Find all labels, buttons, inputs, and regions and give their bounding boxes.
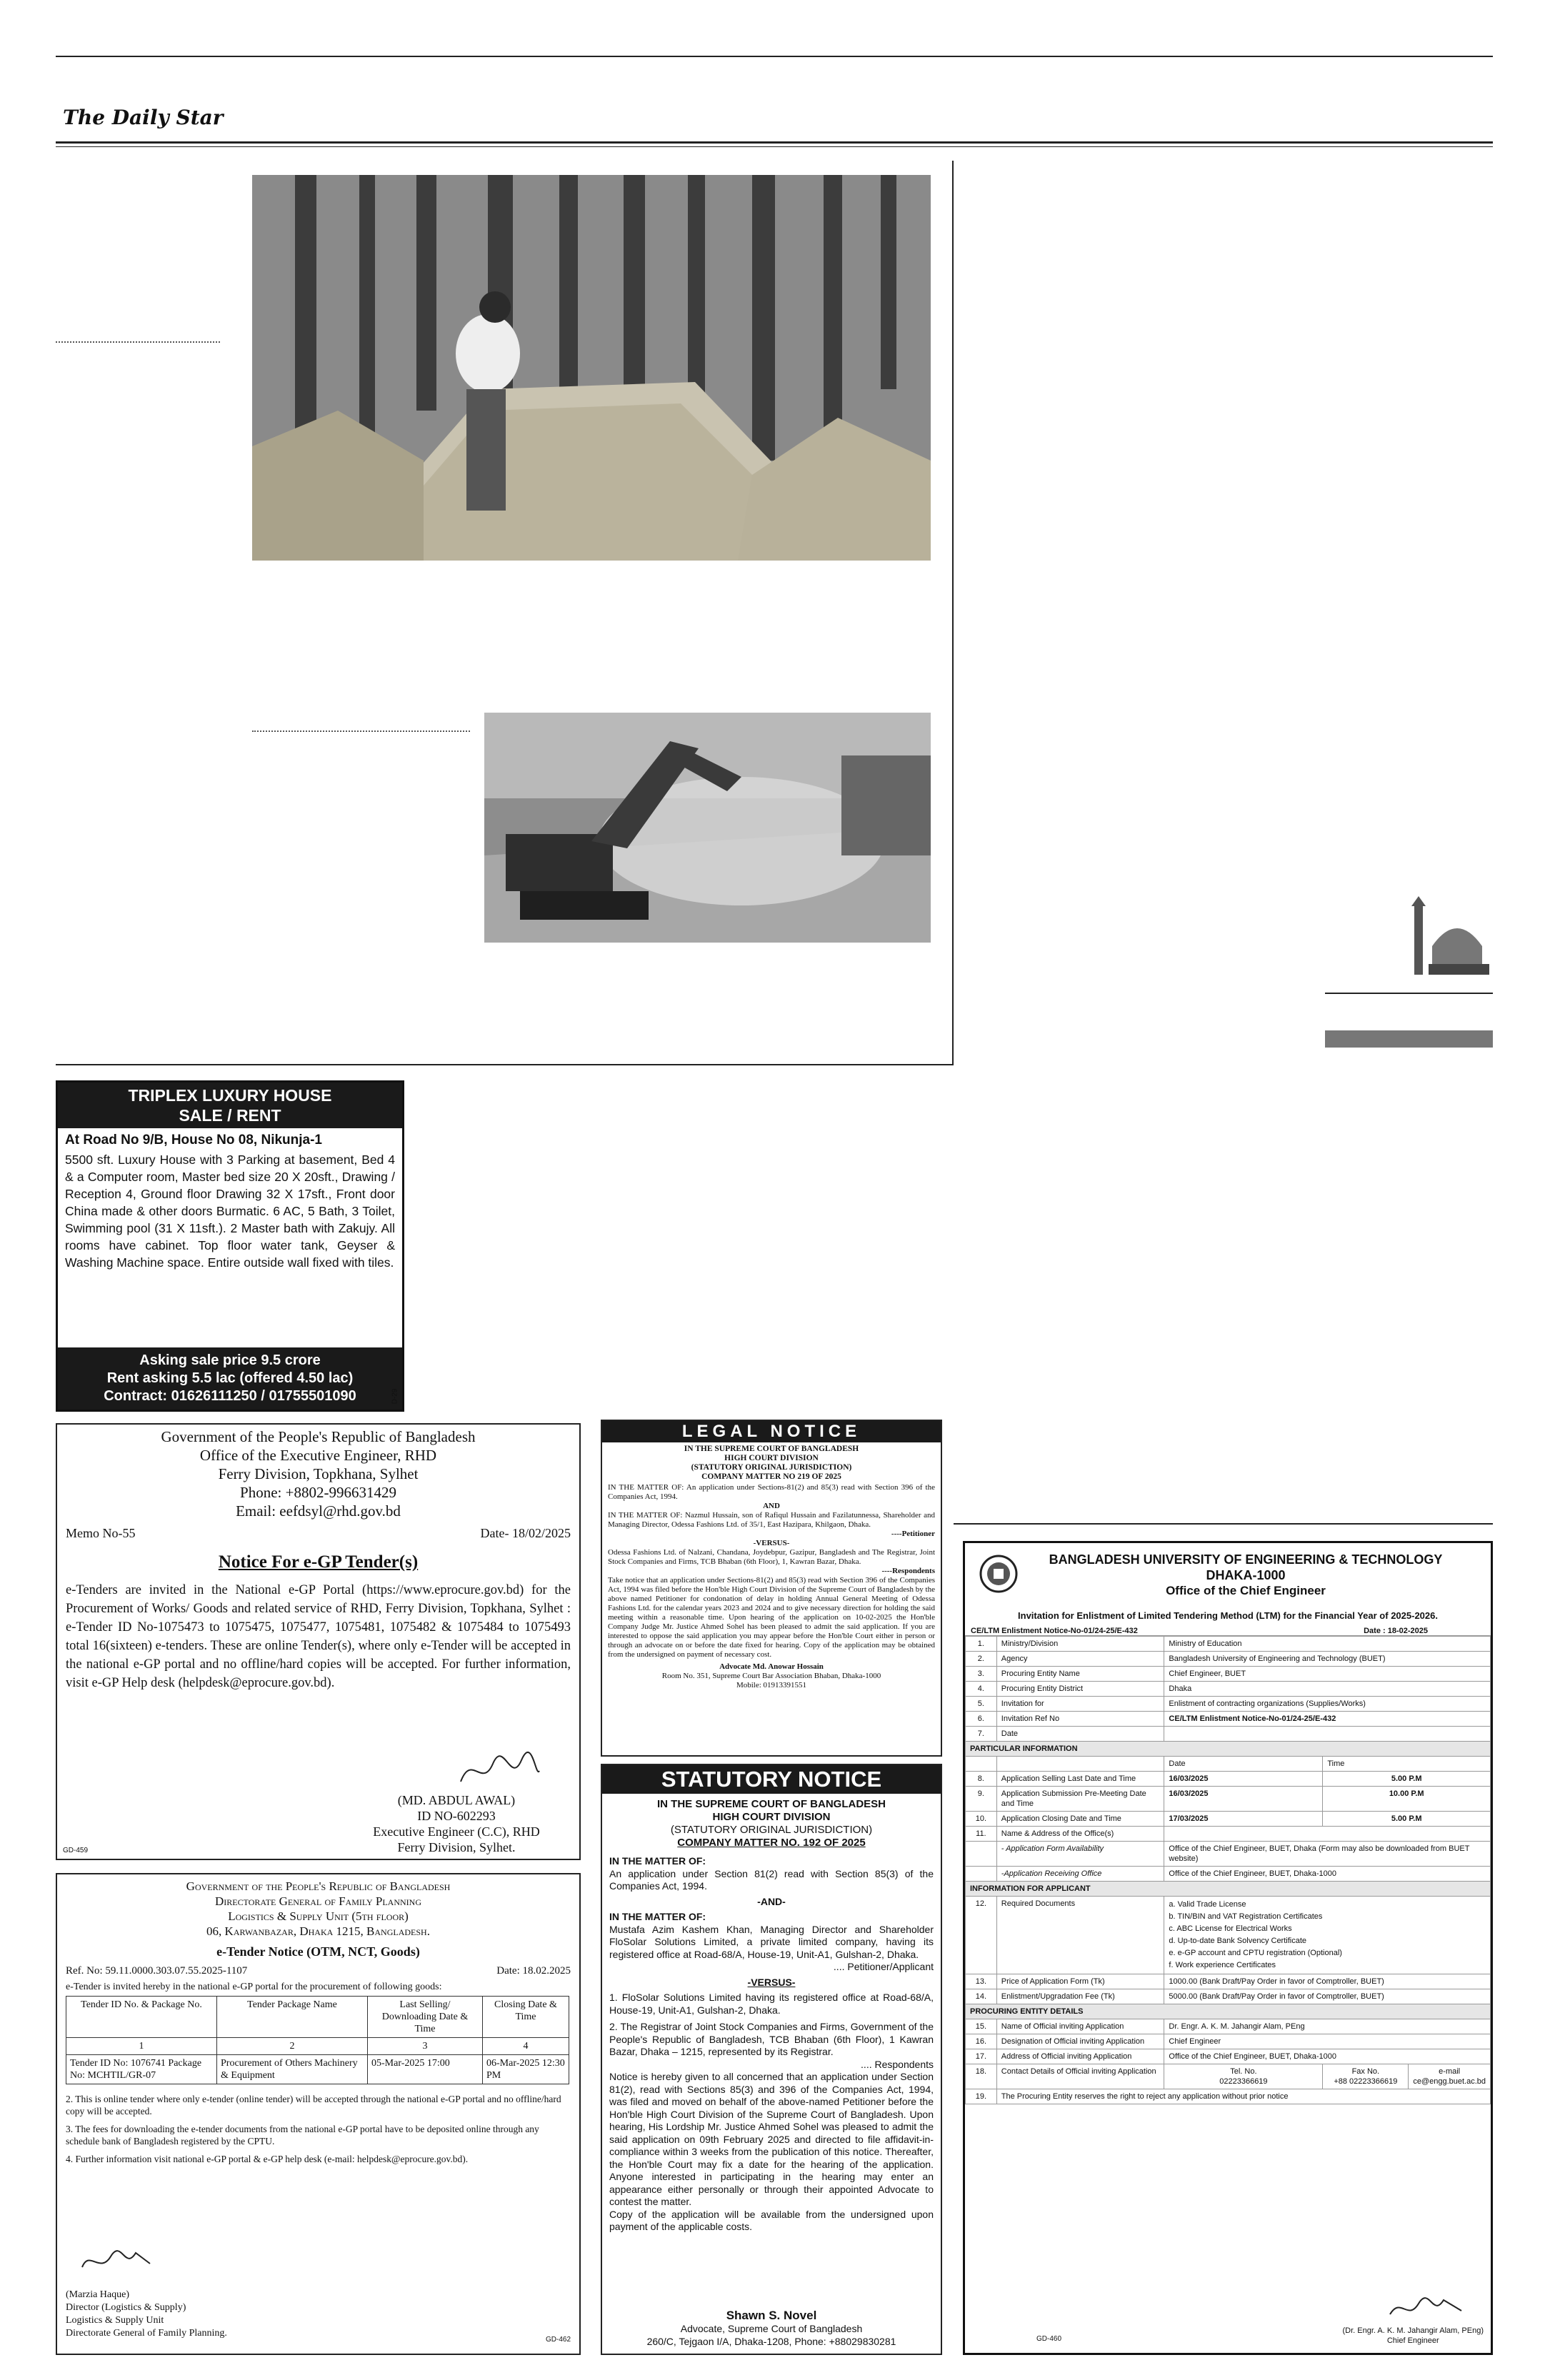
mosque-icon — [1400, 896, 1493, 975]
buet-code: GD-460 — [1036, 2335, 1062, 2343]
dgfp-sig-dept: Directorate General of Family Planning. — [66, 2328, 227, 2339]
rhd-office: Office of the Executive Engineer, RHD — [199, 1447, 437, 1464]
dgfp-th-package: Tender Package Name — [217, 1997, 368, 2038]
buet-r12-label: Required Documents — [996, 1897, 1164, 1974]
statutory-copy: Copy of the application will be available from the undersigned upon payment of the applicable costs. — [609, 2208, 934, 2232]
buet-r4-label: Procuring Entity District — [996, 1682, 1164, 1697]
dgfp-num-4: 4 — [483, 2038, 569, 2055]
buet-tel-label: Tel. No. — [1230, 2067, 1257, 2076]
buet-email-cell — [1409, 2064, 1491, 2089]
buet-r1-value: Ministry of Education — [1164, 1637, 1491, 1652]
buet-city: DHAKA-1000 — [1206, 1568, 1286, 1582]
buet-r14-value: 5000.00 (Bank Draft/Pay Order in favor of Comptroller, BUET) — [1164, 1989, 1491, 2004]
buet-r16-label: Designation of Official inviting Application — [996, 2034, 1164, 2049]
rhd-code: GD-459 — [63, 1847, 89, 1854]
rhd-title: Notice For e-GP Tender(s) — [218, 1552, 419, 1572]
dgfp-code: GD-462 — [545, 2336, 571, 2344]
buet-r5-value: Enlistment of contracting organizations (Supplies/Works) — [1164, 1697, 1491, 1712]
buet-notice — [963, 1541, 1493, 2355]
buet-r9-label: Application Submission Pre-Meeting Date and Time — [996, 1787, 1164, 1812]
statutory-respondents: .... Respondents — [861, 2058, 934, 2070]
buet-email: ce@engg.buet.ac.bd — [1413, 2077, 1486, 2086]
masthead-logo: The Daily Star — [63, 106, 224, 129]
triplex-subtitle: SALE / RENT — [179, 1106, 281, 1125]
buet-doc-e: e. e-GP account and CPTU registration (Optional) — [1169, 1949, 1342, 1957]
statutory-r2: 2. The Registrar of Joint Stock Companies and Firms, Government of the People's Republic of Bangladesh, TCB Bhaban (6th Floor), 1 Kawran Bazar, Dhaka – 1215, represented by its Registrar. — [609, 2021, 934, 2057]
buet-r13-value: 1000.00 (Bank Draft/Pay Order in favor of Comptroller, BUET) — [1164, 1974, 1491, 1989]
legal-p3: Odessa Fashions Ltd. of Nalzani, Chandana, Joydebpur, Gazipur, Bangladesh and The Registrar, Joint Stock Companies and Firms, TCB Bhaban (6th Floor), 1, Kawran Bazar, Dhaka. — [608, 1548, 935, 1566]
buet-r2-label: Agency — [996, 1652, 1164, 1667]
buet-r15-label: Name of Official inviting Application — [996, 2019, 1164, 2034]
rhd-sig-id: ID NO-602293 — [417, 1809, 496, 1823]
statutory-matter: COMPANY MATTER NO. 192 OF 2025 — [677, 1837, 866, 1849]
dgfp-num-1: 1 — [66, 2038, 217, 2055]
rhd-sig-name: (MD. ABDUL AWAL) — [397, 1793, 516, 1807]
statutory-title: STATUTORY NOTICE — [602, 1765, 941, 1794]
buet-invitation: Invitation for Enlistment of Limited Tendering Method (LTM) for the Financial Year of 2025-2026. — [1018, 1610, 1438, 1621]
buet-r12-no: 12. — [966, 1897, 997, 1974]
buet-sig-name: (Dr. Engr. A. K. M. Jahangir Alam, PEng) — [1342, 2326, 1484, 2335]
rhd-phone: Phone: +8802-996631429 — [240, 1484, 396, 1501]
buet-r14-no: 14. — [966, 1989, 997, 2004]
legal-p4: Take notice that an application under Sections-81(2) and 85(3) read with Section 396 of the Companies Act, 1994 was filed before the Hon'ble High Court Division of the Supreme Court of Bangladesh by the above named Petitioner for condonation of delay in holding Annual General Meeting of Odessa Fashions Ltd. for the calendar years 2023 and 2024 and to give necessary direction for holding the said meeting within a reasonable time. Upon hearing of the application on 10-02-2025 the Hon'ble Company Judge Mr. Justice Ahmed Sohel has been pleased to admit the said application. If you are interested to oppose the said application you may appear before the Hon'ble Court either in person or through an advocate on or before the date fixed for hearing. Copy of the application may be obtained from the undersigned on payment of necessary cost. — [608, 1576, 935, 1659]
statutory-address: 260/C, Tejgaon I/A, Dhaka-1208, Phone: +88029830281 — [646, 2336, 896, 2347]
buet-r3-label: Procuring Entity Name — [996, 1667, 1164, 1682]
statutory-m1-text: An application under Section 81(2) read with Section 85(3) of the Companies Act, 1994. — [609, 1867, 934, 1892]
rhd-gov: Government of the People's Republic of Bangladesh — [161, 1428, 476, 1445]
buet-sig-title: Chief Engineer — [1386, 2336, 1439, 2345]
legal-division: HIGH COURT DIVISION — [724, 1454, 819, 1462]
buet-doc-c: c. ABC License for Electrical Works — [1169, 1924, 1292, 1933]
buet-r13-label: Price of Application Form (Tk) — [996, 1974, 1164, 1989]
dgfp-cell-closing: 06-Mar-2025 12:30 PM — [483, 2055, 569, 2084]
buet-tel: 02223366619 — [1219, 2077, 1268, 2086]
buet-r9-no: 9. — [966, 1787, 997, 1812]
statutory-m2: IN THE MATTER OF: — [609, 1911, 706, 1922]
right-section-rule — [954, 1523, 1493, 1525]
buet-r19-text: The Procuring Entity reserves the right to reject any application without prior notice — [996, 2089, 1490, 2104]
rhd-notice — [56, 1423, 581, 1860]
dgfp-note-2: 2. This is online tender where only e-tender (online tender) will be accepted through the national e-GP portal and no offline/hard copy will be accepted. — [66, 2094, 561, 2117]
dgfp-notice — [56, 1873, 581, 2355]
triplex-rent: Rent asking 5.5 lac (offered 4.50 lac) — [106, 1370, 354, 1386]
triplex-body: 5500 sft. Luxury House with 3 Parking at basement, Bed 4 & a Computer room, Master bed size 20 X 20sft., Drawing / Reception 4, Ground floor Drawing 32 X 17sft., Front door China made & other doors Burmatic. 6 AC, 5 Bath, 3 Toilet, Swimming pool (31 X 11sft.). 2 Master bath with Zakujy. All rooms have cabinet. Top floor water tank, Geyser & Washing Machine space. Entire outside wall fixed with tiles. — [65, 1153, 395, 1270]
dgfp-table — [66, 1996, 569, 2084]
buet-r1-no: 1. — [966, 1637, 997, 1652]
buet-r17-label: Address of Official inviting Application — [996, 2049, 1164, 2064]
buet-r17-value: Office of the Chief Engineer, BUET, Dhaka-1000 — [1164, 2049, 1491, 2064]
dotted-rule-left — [56, 341, 220, 343]
buet-r11-label: Name & Address of the Office(s) — [996, 1827, 1164, 1842]
masthead-rule — [56, 141, 1493, 144]
buet-r18-label: Contact Details of Official inviting Application — [996, 2064, 1164, 2089]
rhd-sig-division: Ferry Division, Sylhet. — [397, 1840, 516, 1854]
buet-procuring-head: PROCURING ENTITY DETAILS — [966, 2004, 1491, 2019]
legal-title: LEGAL NOTICE — [602, 1421, 941, 1442]
statutory-body: Notice is hereby given to all concerned that an application under Section 81(2), read with Sections 85(3) and 396 of the Companies Act, 1994, was filed and moved on behalf of the above-named Petitioner before the Hon'ble High Court Division of the Supreme Court of Bangladesh. Upon hearing, His Lordship Mr. Justice Ahmed Sohel was pleased to admit the said application on 09th February 2025 and directed to file affidavit-in-compliance within 3 weeks from the publication of this notice. Thereafter, the Hon'ble Court may fix a date for the hearing of the application. Anyone interested in participating in the hearing may enter an appearance either personally or through their appointed Advocate to contest the matter. — [609, 2071, 934, 2207]
rhd-sig-title: Executive Engineer (C.C), RHD — [373, 1824, 540, 1839]
rhd-body: e-Tenders are invited in the National e-GP Portal (https://www.eprocure.gov.bd) for the Procurement of Works/ Goods and related service of RHD, Ferry Division, Topkhana, Sylhet : e-Tender ID No-1075473 to 1075475, 1075477, 1075481, 1075482 & 1075484 to 1075493 total 16(sixteen) e-tenders. These are online Tender(s), where only e-Tender will be accepted in the national e-GP portal and no offline/hard copies will be accepted. For further information, visit e-GP Help desk (helpdesk@eprocure.gov.bd). — [66, 1583, 571, 1690]
dgfp-num-3: 3 — [368, 2038, 483, 2055]
buet-r7-no: 7. — [966, 1727, 997, 1742]
buet-r6-value: CE/LTM Enlistment Notice-No-01/24-25/E-432 — [1164, 1712, 1491, 1727]
buet-applicant-head: INFORMATION FOR APPLICANT — [966, 1882, 1491, 1897]
buet-fax-cell — [1323, 2064, 1409, 2089]
thatch-photo — [252, 175, 931, 561]
statutory-versus: -VERSUS- — [747, 1976, 796, 1988]
buet-logo — [979, 1555, 1018, 1593]
rhd-division: Ferry Division, Topkhana, Sylhet — [218, 1465, 419, 1482]
statutory-court: IN THE SUPREME COURT OF BANGLADESH — [656, 1798, 886, 1810]
buet-r10-time: 5.00 P.M — [1323, 1812, 1491, 1827]
buet-university: BANGLADESH UNIVERSITY OF ENGINEERING & TECHNOLOGY — [1049, 1552, 1443, 1567]
statutory-r1: 1. FloSolar Solutions Limited having its registered office at Road-68/A, House-19, Unit-A1, Gulshan-2, Dhaka. — [609, 1992, 934, 2016]
buet-email-label: e-mail — [1439, 2067, 1461, 2076]
dgfp-address: 06, Karwanbazar, Dhaka 1215, Bangladesh. — [206, 1924, 430, 1938]
triplex-code: D-29 — [391, 1388, 399, 1405]
masthead-rule-thin — [56, 146, 1493, 147]
buet-r15-value: Dr. Engr. A. K. M. Jahangir Alam, PEng — [1164, 2019, 1491, 2034]
legal-address: Room No. 351, Supreme Court Bar Association Bhaban, Dhaka-1000 — [661, 1672, 881, 1680]
legal-petitioner: ----Petitioner — [891, 1530, 935, 1538]
dgfp-cell-package: Procurement of Others Machinery & Equipment — [217, 2055, 368, 2084]
dgfp-cell-id: Tender ID No: 1076741 Package No: MCHTIL/GR-07 — [66, 2055, 217, 2084]
buet-r8-no: 8. — [966, 1772, 997, 1787]
buet-r11-no: 11. — [966, 1827, 997, 1842]
statutory-division: HIGH COURT DIVISION — [712, 1811, 831, 1823]
buet-fax-label: Fax No. — [1351, 2067, 1380, 2076]
excavator-photo — [484, 713, 931, 943]
buet-r8-time: 5.00 P.M — [1323, 1772, 1491, 1787]
buet-r17-no: 17. — [966, 2049, 997, 2064]
buet-r18-no: 18. — [966, 2064, 997, 2089]
buet-r16-no: 16. — [966, 2034, 997, 2049]
buet-r3-value: Chief Engineer, BUET — [1164, 1667, 1491, 1682]
dgfp-sig-title: Director (Logistics & Supply) — [66, 2302, 186, 2313]
buet-r9-date: 16/03/2025 — [1164, 1787, 1323, 1812]
buet-r11-value — [1164, 1827, 1491, 1842]
dgfp-ref: Ref. No: 59.11.0000.303.07.55.2025-1107 — [66, 1965, 248, 1977]
buet-r11a-value: Office of the Chief Engineer, BUET, Dhaka (Form may also be downloaded from BUET website) — [1164, 1842, 1491, 1867]
legal-p2: IN THE MATTER OF: Nazmul Hussain, son of Rafiqul Hussain and Fazilatunnessa, Shareholder and Managing Director, Odessa Fashions Ltd. of 35/1, East Hazipara, Khilgaon, Dhaka. — [608, 1511, 935, 1529]
legal-court: IN THE SUPREME COURT OF BANGLADESH — [684, 1445, 859, 1453]
buet-r13-no: 13. — [966, 1974, 997, 1989]
dgfp-th-id: Tender ID No. & Package No. — [66, 1997, 217, 2038]
legal-notice — [601, 1420, 942, 1757]
grey-bar — [1325, 1030, 1493, 1048]
dgfp-sig-name: (Marzia Haque) — [66, 2289, 130, 2300]
legal-mobile: Mobile: 01913391551 — [736, 1681, 807, 1689]
dgfp-th-selling: Last Selling/ Downloading Date & Time — [368, 1997, 483, 2038]
buet-r6-no: 6. — [966, 1712, 997, 1727]
dotted-rule-mid — [252, 730, 470, 732]
buet-r3-no: 3. — [966, 1667, 997, 1682]
buet-doc-a: a. Valid Trade License — [1169, 1900, 1246, 1909]
column-rule — [952, 161, 954, 1064]
legal-and: AND — [763, 1502, 780, 1510]
statutory-advocate: Shawn S. Novel — [726, 2309, 817, 2322]
buet-r16-value: Chief Engineer — [1164, 2034, 1491, 2049]
rhd-signature — [457, 1749, 543, 1792]
dgfp-gov: Government of the People's Republic of Bangladesh — [186, 1879, 451, 1893]
buet-notice-no: CE/LTM Enlistment Notice-No-01/24-25/E-432 — [971, 1627, 1138, 1635]
top-rule — [56, 56, 1493, 57]
rhd-memo: Memo No-55 — [66, 1526, 136, 1540]
dgfp-sig-unit: Logistics & Supply Unit — [66, 2315, 164, 2326]
dgfp-title: e-Tender Notice (OTM, NCT, Goods) — [216, 1944, 420, 1959]
buet-date: Date : 18-02-2025 — [1364, 1627, 1428, 1635]
buet-r6-label: Invitation Ref No — [996, 1712, 1164, 1727]
triplex-title: TRIPLEX LUXURY HOUSE — [128, 1086, 332, 1105]
legal-matter: COMPANY MATTER NO 219 OF 2025 — [701, 1472, 841, 1481]
rhd-email: Email: eefdsyl@rhd.gov.bd — [236, 1502, 401, 1520]
dgfp-signature — [79, 2242, 157, 2278]
buet-r19-no: 19. — [966, 2089, 997, 2104]
triplex-ad — [56, 1080, 404, 1412]
buet-doc-d: d. Up-to-date Bank Solvency Certificate — [1169, 1937, 1307, 1945]
buet-r11a-label: - Application Form Availability — [996, 1842, 1164, 1867]
buet-table — [965, 1636, 1491, 2104]
legal-p1: IN THE MATTER OF: An application under Sections-81(2) and 85(3) read with Section 396 of the Companies Act, 1994. — [608, 1483, 935, 1501]
statutory-m2-text: Mustafa Azim Kashem Khan, Managing Director and Shareholder FloSolar Solutions Limited, a private limited company, having its registered office at Road-68/A, House-19, Unit-A1, Gulshan-2, Dhaka. — [609, 1923, 934, 1960]
buet-r15-no: 15. — [966, 2019, 997, 2034]
buet-r14-label: Enlistment/Upgradation Fee (Tk) — [996, 1989, 1164, 2004]
buet-doc-f: f. Work experience Certificates — [1169, 1961, 1276, 1969]
buet-required-docs — [1164, 1897, 1491, 1974]
buet-r7-label: Date — [996, 1727, 1164, 1742]
buet-tel-cell — [1164, 2064, 1323, 2089]
legal-advocate: Advocate Md. Anowar Hossain — [719, 1662, 824, 1671]
buet-r5-label: Invitation for — [996, 1697, 1164, 1712]
statutory-petitioner: .... Petitioner/Applicant — [833, 1961, 934, 1972]
buet-office: Office of the Chief Engineer — [1166, 1584, 1326, 1597]
legal-versus: -VERSUS- — [753, 1539, 790, 1547]
buet-r10-label: Application Closing Date and Time — [996, 1812, 1164, 1827]
statutory-m1: IN THE MATTER OF: — [609, 1855, 706, 1867]
dgfp-unit: Logistics & Supply Unit (5th floor) — [228, 1909, 409, 1923]
statutory-advocate-title: Advocate, Supreme Court of Bangladesh — [680, 2323, 863, 2334]
dgfp-intro: e-Tender is invited hereby in the national e-GP portal for the procurement of following goods: — [66, 1982, 442, 1992]
triplex-contact: Contract: 01626111250 / 01755501090 — [104, 1388, 356, 1404]
dgfp-date: Date: 18.02.2025 — [496, 1965, 571, 1977]
triplex-price: Asking sale price 9.5 crore — [139, 1352, 321, 1368]
section-rule — [56, 1064, 954, 1065]
buet-r10-date: 17/03/2025 — [1164, 1812, 1323, 1827]
dgfp-th-closing: Closing Date & Time — [483, 1997, 569, 2038]
buet-r2-no: 2. — [966, 1652, 997, 1667]
dgfp-num-2: 2 — [217, 2038, 368, 2055]
rhd-date: Date- 18/02/2025 — [480, 1526, 571, 1540]
buet-r9-time: 10.00 P.M — [1323, 1787, 1491, 1812]
buet-r11b-label: -Application Receiving Office — [996, 1867, 1164, 1882]
statutory-notice — [601, 1764, 942, 2355]
dgfp-cell-selling: 05-Mar-2025 17:00 — [368, 2055, 483, 2084]
buet-r8-date: 16/03/2025 — [1164, 1772, 1323, 1787]
buet-r8-label: Application Selling Last Date and Time — [996, 1772, 1164, 1787]
dgfp-note-3: 3. The fees for downloading the e-tender documents from the national e-GP portal have to be deposited online through any schedule bank of Bangladesh registered by the CPTU. — [66, 2124, 539, 2146]
statutory-jurisdiction: (STATUTORY ORIGINAL JURISDICTION) — [670, 1824, 873, 1836]
buet-r4-no: 4. — [966, 1682, 997, 1697]
buet-r2-value: Bangladesh University of Engineering and Technology (BUET) — [1164, 1652, 1491, 1667]
buet-signature — [1386, 2293, 1465, 2325]
buet-r10-no: 10. — [966, 1812, 997, 1827]
buet-particular-head: PARTICULAR INFORMATION — [966, 1742, 1491, 1757]
triplex-address: At Road No 9/B, House No 08, Nikunja-1 — [65, 1133, 322, 1148]
legal-respondents: ----Respondents — [881, 1567, 935, 1575]
buet-col-date: Date — [1164, 1757, 1323, 1772]
dgfp-directorate: Directorate General of Family Planning — [214, 1894, 422, 1908]
legal-jurisdiction: (STATUTORY ORIGINAL JURISDICTION) — [691, 1463, 852, 1472]
buet-r11b-value: Office of the Chief Engineer, BUET, Dhaka-1000 — [1164, 1867, 1491, 1882]
right-rule-1 — [1325, 993, 1493, 994]
buet-r1-label: Ministry/Division — [996, 1637, 1164, 1652]
buet-r5-no: 5. — [966, 1697, 997, 1712]
buet-col-time: Time — [1323, 1757, 1491, 1772]
buet-fax: +88 02223366619 — [1334, 2077, 1398, 2086]
buet-r7-value — [1164, 1727, 1491, 1742]
buet-doc-b: b. TIN/BIN and VAT Registration Certificates — [1169, 1912, 1323, 1921]
dgfp-note-4: 4. Further information visit national e-GP portal & e-GP help desk (e-mail: helpdesk@eprocure.gov.bd). — [66, 2154, 469, 2164]
statutory-and: -AND- — [757, 1895, 786, 1907]
buet-r4-value: Dhaka — [1164, 1682, 1491, 1697]
